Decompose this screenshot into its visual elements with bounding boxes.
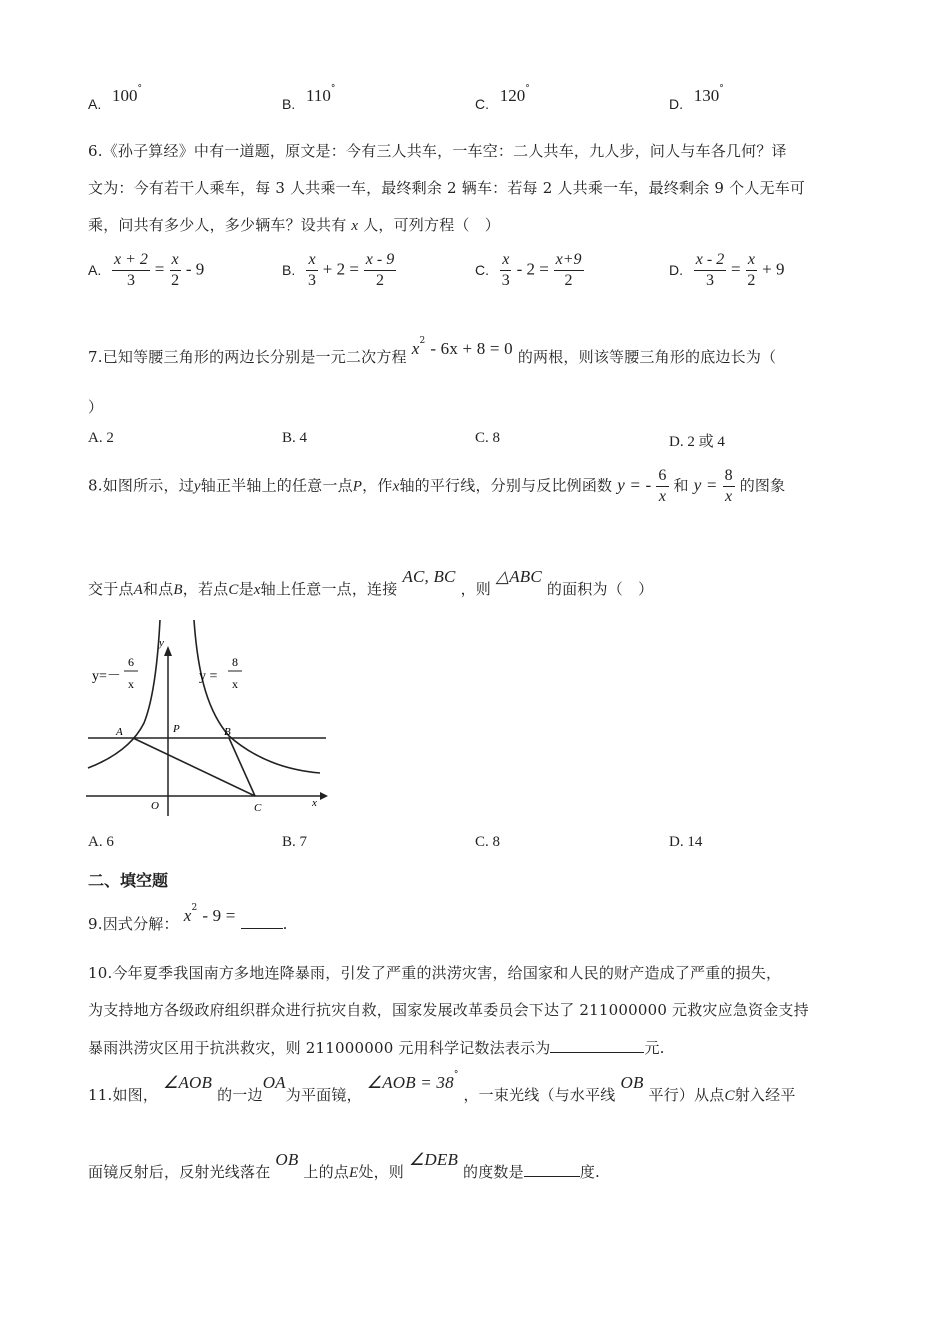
q7-text: 7.已知等腰三角形的两边长分别是一元二次方程 — [88, 348, 407, 366]
q8-option-d — [669, 834, 702, 851]
numerator: x - 2 — [694, 250, 726, 271]
fraction — [306, 250, 318, 291]
q8-option-b — [282, 834, 307, 851]
q6-line2: 文为：今有若干人乘车，每 3 人共乘一车，最终剩余 2 辆车：若每 2 人共乘一车，最终剩余 9 个人无车可 — [88, 179, 806, 197]
hyperbola-right — [194, 620, 320, 773]
var-E: E — [349, 1165, 359, 1181]
q8-text: 轴正半轴上的任意一点 — [200, 476, 353, 495]
option-value: 7 — [299, 834, 308, 850]
option-letter: B. — [282, 834, 296, 850]
numerator: x - 9 — [364, 250, 396, 271]
q8-text: ，作 — [362, 476, 393, 495]
q6-line3 — [88, 214, 500, 235]
option-value: 2 — [106, 430, 114, 446]
fraction — [745, 250, 757, 291]
axis-x-label: x — [312, 797, 317, 809]
q11-text: 射入经平 — [734, 1086, 796, 1104]
q7-line2: ） — [88, 398, 104, 416]
fraction — [169, 250, 181, 291]
q11-text: 的度数是 — [463, 1163, 524, 1181]
q7-option-a — [88, 430, 114, 447]
segments: AC, BC — [402, 567, 456, 586]
option-letter: C. — [475, 261, 489, 278]
degree-mark: ° — [330, 84, 336, 94]
var-C: C — [724, 1088, 735, 1104]
denominator: 2 — [747, 272, 756, 289]
q10-text: 暴雨洪涝灾区用于抗洪救灾，则 211000000 元用科学记数法表示为 — [88, 1039, 551, 1057]
q8-text: ，则 — [460, 580, 491, 598]
degree-mark: ° — [137, 84, 143, 94]
angle-aob-value: ∠AOB = 38 — [366, 1073, 454, 1092]
q10-text-tail: 元. — [644, 1039, 665, 1057]
option-letter: A. — [88, 430, 103, 446]
func1-lhs: y = - — [617, 475, 652, 495]
q8-text: 和点 — [142, 580, 174, 598]
denominator: 2 — [171, 272, 180, 289]
equals-sign: = — [154, 259, 165, 279]
var-C: C — [228, 582, 239, 598]
q8-option-a — [88, 834, 114, 851]
q8-line1 — [88, 466, 785, 507]
fraction — [554, 250, 584, 291]
option-letter: C. — [475, 834, 489, 850]
q6-line1: 6.《孙子算经》中有一道题，原文是：今有三人共车，一车空：二人共车，九人步，问人与车各几何？译 — [88, 142, 787, 160]
numerator: x — [306, 250, 317, 271]
label-left-num: 6 — [128, 655, 134, 669]
option-value: 8 — [492, 834, 501, 850]
q7-option-b — [282, 430, 307, 447]
q9-x: x — [183, 906, 192, 925]
denominator: 3 — [126, 272, 135, 289]
q7-line1 — [88, 336, 777, 366]
func1-fraction — [656, 466, 668, 507]
q5-option-b — [282, 84, 336, 112]
q8-text-tail: 的面积为（ ） — [546, 580, 654, 598]
angle-deb: ∠DEB — [408, 1150, 459, 1169]
middle-term: + 2 = — [322, 259, 359, 279]
option-letter: B. — [282, 430, 296, 446]
q8-text-tail: 的图象 — [739, 476, 786, 495]
q7-text-tail: 的两根，则该等腰三角形的底边长为（ — [517, 348, 777, 366]
angle-aob: ∠AOB — [163, 1073, 213, 1092]
q11-line1 — [88, 1070, 796, 1104]
option-value: 8 — [492, 430, 501, 446]
option-value: 110 — [306, 86, 331, 105]
origin-label: O — [151, 800, 159, 812]
tail-term: - 9 — [185, 259, 205, 279]
q8-line2 — [88, 566, 654, 598]
q6-option-a — [88, 250, 204, 291]
triangle: △ABC — [495, 567, 542, 586]
label-left-den: x — [128, 677, 134, 691]
denominator: 3 — [501, 272, 510, 289]
option-value: 130 — [693, 86, 720, 105]
option-letter: A. — [88, 261, 102, 278]
q8-option-c — [475, 834, 500, 851]
q8-text: 是 — [238, 580, 254, 598]
q6-option-b — [282, 250, 396, 291]
q8-text: 轴的平行线，分别与反比例函数 — [399, 476, 613, 495]
option-letter: B. — [282, 96, 296, 112]
oa: OA — [262, 1073, 286, 1092]
option-letter: B. — [282, 261, 296, 278]
q5-option-c — [475, 84, 530, 112]
q7-option-c — [475, 430, 500, 447]
numerator: x + 2 — [112, 250, 150, 271]
point-c-label: C — [254, 802, 262, 814]
option-letter: D. — [669, 434, 684, 450]
segment-ac — [133, 738, 255, 796]
label-right-num: 8 — [232, 655, 238, 669]
q5-option-a — [88, 84, 143, 112]
q6-option-c — [475, 250, 584, 291]
option-value: 14 — [687, 834, 703, 850]
q11-text: 上的点 — [303, 1163, 350, 1181]
option-letter: D. — [669, 261, 683, 278]
fraction — [694, 250, 726, 291]
q11-text: 的一边 — [217, 1086, 263, 1104]
func2-fraction — [723, 466, 735, 507]
q6-line3-tail: 人，可列方程（ ） — [363, 216, 501, 234]
q10-line2: 为支持地方各级政府组织群众进行抗灾自救，国家发展改革委员会下达了 211000000 元救灾应急资金支持 — [88, 1001, 809, 1019]
label-left-func: y=－ — [92, 669, 121, 684]
var-x: x — [351, 218, 359, 234]
q11-line2 — [88, 1148, 601, 1181]
label-right-den: x — [232, 677, 238, 691]
option-letter: D. — [669, 96, 683, 112]
q5-option-d — [669, 84, 724, 112]
q9-rest: - 9 = — [202, 906, 236, 925]
q10-line1: 10.今年夏季我国南方多地连降暴雨，引发了严重的洪涝灾害，给国家和人民的财产造成了严重的损失， — [88, 964, 782, 982]
q11-text: 处，则 — [358, 1163, 404, 1181]
ob: OB — [275, 1150, 299, 1169]
option-value: 100 — [112, 86, 138, 105]
fraction — [364, 250, 396, 291]
point-p-label: P — [173, 723, 180, 735]
degree-mark: ° — [453, 1070, 459, 1080]
var-y: y — [193, 478, 201, 495]
q8-text: ，若点 — [182, 580, 229, 598]
option-value: 6 — [106, 834, 114, 850]
numerator: x — [746, 250, 757, 271]
middle-term: - 2 = — [516, 259, 549, 279]
q11-text: 面镜反射后，反射光线落在 — [88, 1163, 271, 1181]
q11-text: 平行）从点 — [648, 1086, 725, 1104]
option-value: 4 — [299, 430, 308, 446]
numerator: 6 — [656, 466, 668, 487]
option-value: 120 — [499, 86, 526, 105]
func2-lhs: y = — [693, 475, 718, 495]
numerator: x+9 — [554, 250, 584, 271]
q11-text: 11.如图， — [88, 1086, 159, 1104]
q10-line3 — [88, 1036, 665, 1058]
numerator: 8 — [723, 466, 735, 487]
numerator: x — [170, 250, 181, 271]
var-B: B — [173, 582, 183, 598]
var-P: P — [352, 478, 363, 495]
answer-blank[interactable] — [524, 1160, 580, 1177]
q11-text: ，一束光线（与水平线 — [463, 1086, 616, 1104]
equation-rest: - 6x + 8 = 0 — [430, 339, 513, 358]
option-letter: C. — [475, 96, 489, 112]
q8-text: 轴上任意一点，连接 — [260, 580, 398, 598]
degree-mark: ° — [525, 84, 530, 94]
and-text: 和 — [673, 476, 689, 495]
q8-figure — [84, 618, 334, 818]
option-letter: A. — [88, 96, 102, 112]
q6-option-d — [669, 250, 785, 291]
q7-option-d — [669, 430, 725, 451]
denominator: 2 — [375, 272, 384, 289]
q11-text-tail: 度. — [579, 1163, 601, 1181]
point-b-label: B — [224, 726, 231, 738]
option-value: 2 或 4 — [687, 434, 725, 450]
q8-text: 8.如图所示，过 — [88, 476, 194, 495]
var-A: A — [133, 582, 143, 598]
fraction — [112, 250, 150, 291]
option-letter: A. — [88, 834, 103, 850]
option-letter: D. — [669, 834, 684, 850]
q9-exponent: 2 — [191, 903, 198, 913]
fraction — [500, 250, 512, 291]
q6-line3-text: 乘，问共有多少人，多少辆车？设共有 — [88, 216, 347, 234]
equals-sign: = — [731, 259, 741, 279]
ob: OB — [620, 1073, 644, 1092]
var-x: x — [392, 478, 400, 495]
equation-x: x — [411, 339, 420, 358]
q11-text: 为平面镜， — [285, 1086, 362, 1104]
denominator: x — [725, 488, 733, 505]
section-title: 二、填空题 — [88, 871, 169, 890]
q9-end: . — [282, 915, 288, 933]
x-axis-arrow — [320, 792, 328, 800]
denominator: 2 — [564, 272, 573, 289]
equation-exponent: 2 — [419, 336, 426, 346]
label-right-func: y = — [199, 669, 218, 684]
q9-line — [88, 903, 288, 933]
denominator: 3 — [308, 272, 317, 289]
degree-mark: ° — [719, 84, 724, 94]
answer-blank[interactable] — [241, 928, 283, 929]
axis-y-label: y — [159, 637, 164, 649]
tail-term: + 9 — [762, 259, 785, 279]
denominator: 3 — [706, 272, 714, 289]
denominator: x — [658, 488, 667, 505]
answer-blank[interactable] — [550, 1036, 644, 1053]
point-a-label: A — [116, 726, 123, 738]
q8-text: 交于点 — [88, 580, 134, 598]
y-axis-arrow — [164, 646, 172, 656]
option-letter: C. — [475, 430, 489, 446]
numerator: x — [500, 250, 511, 271]
var-x: x — [253, 582, 261, 598]
q9-text: 9.因式分解： — [88, 915, 179, 933]
